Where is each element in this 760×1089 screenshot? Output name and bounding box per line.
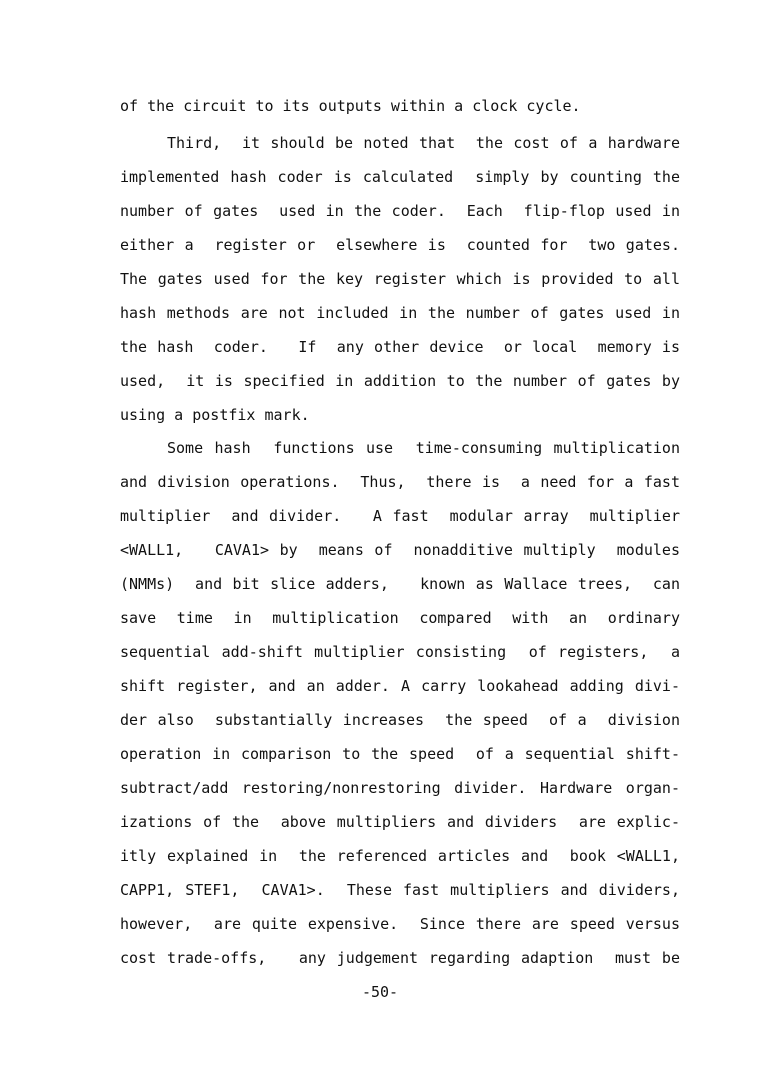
text-line: and division operations. Thus, there is a need for a fast [120, 473, 680, 491]
text-line: cost trade-offs, any judgement regarding adaption must be [120, 949, 680, 967]
text-line: implemented hash coder is calculated simply by counting the [120, 168, 680, 186]
text-line: sequential add-shift multiplier consisting of registers, a [120, 643, 680, 661]
text-line: Third, it should be noted that the cost of a hardware [167, 134, 680, 152]
page-number: -50- [361, 983, 399, 1001]
text-line: shift register, and an adder. A carry lookahead adding divi- [120, 677, 680, 695]
text-line: number of gates used in the coder. Each flip-flop used in [120, 202, 680, 220]
text-line: operation in comparison to the speed of a sequential shift- [120, 745, 680, 763]
text-line: The gates used for the key register which is provided to all [120, 270, 680, 288]
text-line: multiplier and divider. A fast modular array multiplier [120, 507, 680, 525]
text-line: Some hash functions use time-consuming multiplication [167, 439, 680, 457]
text-line: either a register or elsewhere is counted for two gates. [120, 236, 680, 254]
text-line: der also substantially increases the speed of a division [120, 711, 680, 729]
text-line: save time in multiplication compared with an ordinary [120, 609, 680, 627]
text-line: itly explained in the referenced articles and book <WALL1, [120, 847, 680, 865]
text-line: CAPP1, STEF1, CAVA1>. These fast multipliers and dividers, [120, 881, 680, 899]
text-line: <WALL1, CAVA1> by means of nonadditive multiply modules [120, 541, 680, 559]
text-line: subtract/add restoring/nonrestoring divider. Hardware organ- [120, 779, 680, 797]
text-line: the hash coder. If any other device or local memory is [120, 338, 680, 356]
text-line: however, are quite expensive. Since there are speed versus [120, 915, 680, 933]
text-line: used, it is specified in addition to the number of gates by [120, 372, 680, 390]
text-line: (NMMs) and bit slice adders, known as Wallace trees, can [120, 575, 680, 593]
text-line: izations of the above multipliers and dividers are explic- [120, 813, 680, 831]
text-line: of the circuit to its outputs within a clock cycle. [120, 97, 581, 115]
text-line: hash methods are not included in the number of gates used in [120, 304, 680, 322]
text-line: using a postfix mark. [120, 406, 310, 424]
